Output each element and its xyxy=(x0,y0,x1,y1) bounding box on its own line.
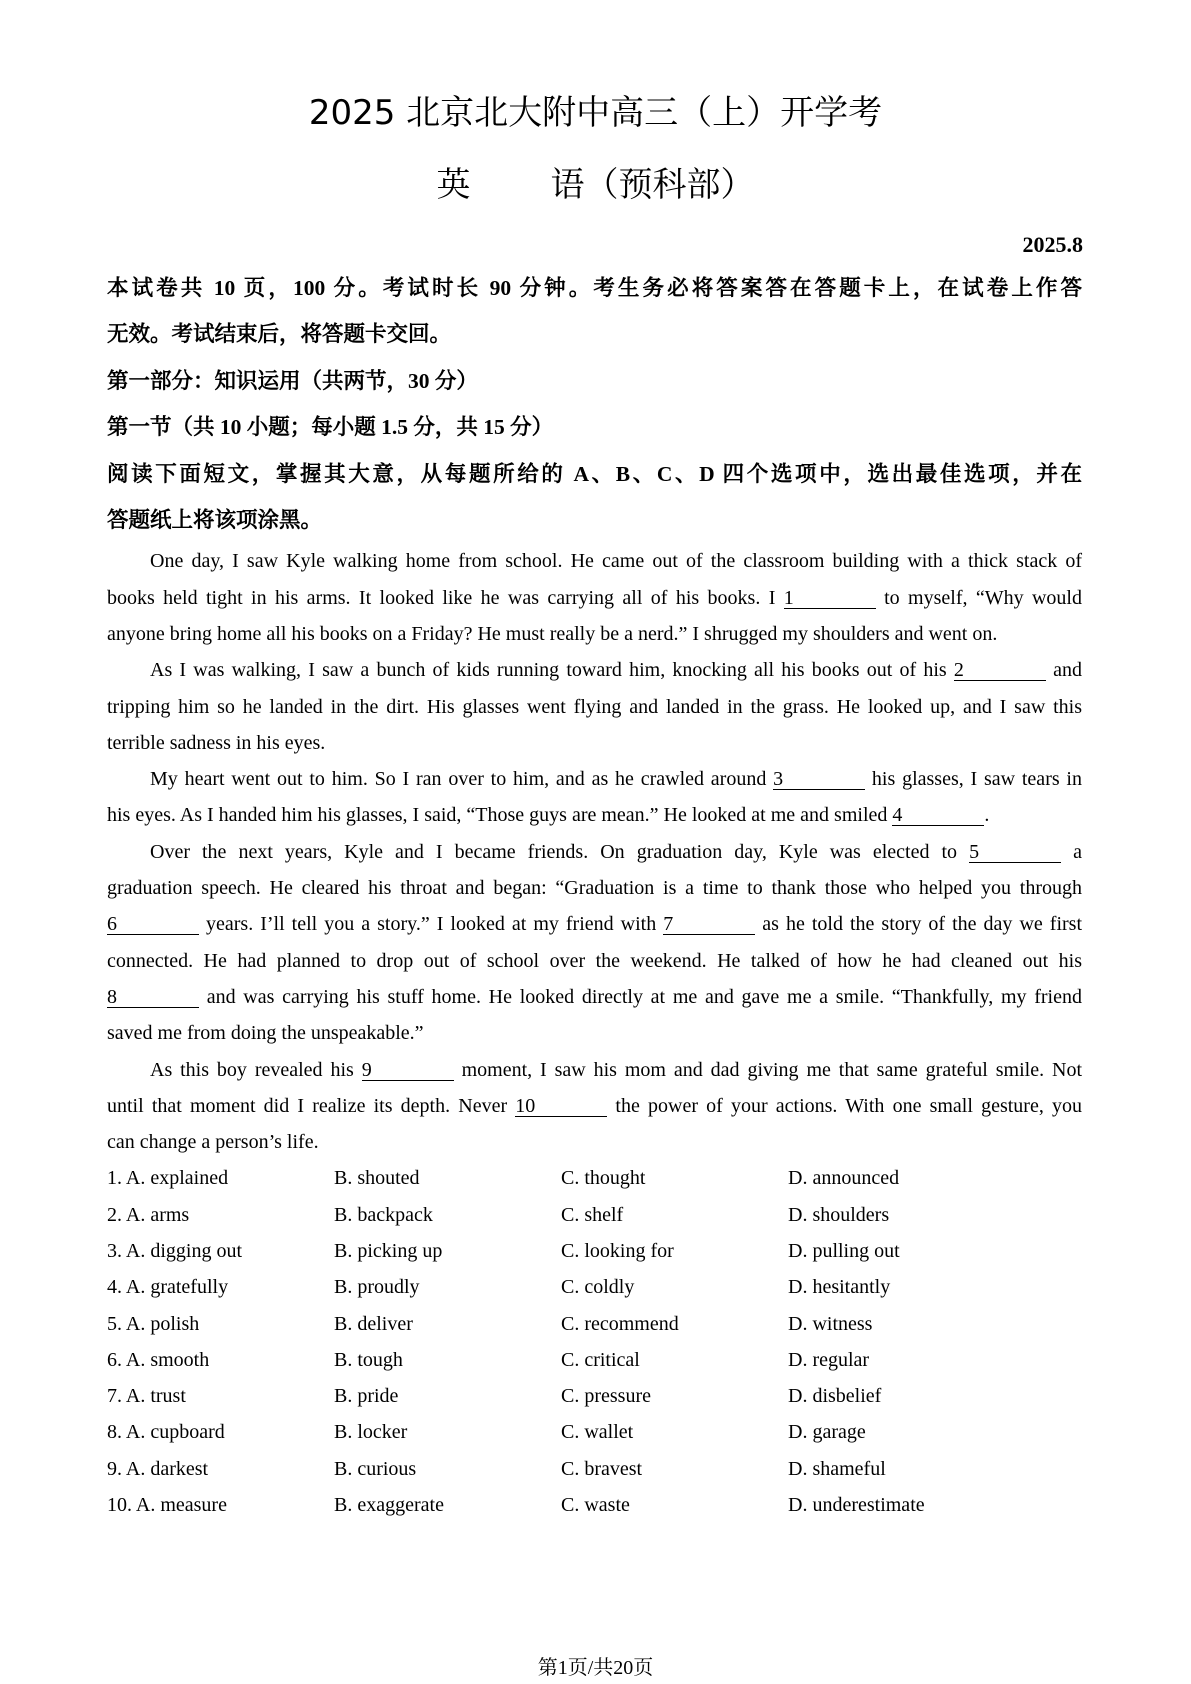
instruction-line: 无效。考试结束后，将答题卡交回。 xyxy=(107,322,452,347)
option: 5. A. polish xyxy=(107,1312,200,1335)
option: 2. A. arms xyxy=(107,1203,190,1226)
option: B. backpack xyxy=(334,1203,433,1226)
option: B. tough xyxy=(334,1348,403,1371)
option: 1. A. explained xyxy=(107,1167,229,1190)
question-options xyxy=(107,1197,1082,1233)
option: D. hesitantly xyxy=(788,1276,891,1299)
question-options xyxy=(107,1451,1082,1487)
directions-line: 阅读下面短文，掌握其大意，从每题所给的 A、B、C、D 四个选项中，选出最佳选项，并在 xyxy=(107,461,1082,486)
question-options xyxy=(107,1342,1082,1378)
subject-b: 语（预科部） xyxy=(550,165,755,205)
passage-line: graduation speech. He cleared his throat and began: “Graduation is a time to thank those who helped you through xyxy=(107,877,1082,900)
option: C. waste xyxy=(561,1494,630,1517)
option: C. recommend xyxy=(561,1312,679,1335)
passage-line: until that moment did I realize its depth. Never 10 the power of your actions. With one small gesture, you xyxy=(107,1094,1082,1117)
option: B. locker xyxy=(334,1421,408,1444)
passage-line: 8 and was carrying his stuff home. He looked directly at me and gave me a smile. “Thankfully, my friend xyxy=(107,985,1082,1008)
passage-line: As this boy revealed his 9 moment, I saw his mom and dad giving me that same grateful smile. Not xyxy=(150,1058,1082,1081)
blank-8: 8 xyxy=(107,987,199,1008)
exam-content xyxy=(107,265,1082,1523)
option: B. pride xyxy=(334,1385,399,1408)
question-options xyxy=(107,1414,1082,1450)
blank-5: 5 xyxy=(969,842,1061,863)
page-number: 第1页/共20页 xyxy=(537,1657,654,1679)
option: 10. A. measure xyxy=(107,1494,227,1517)
blank-1: 1 xyxy=(784,588,876,609)
passage-line: 6 years. I’ll tell you a story.” I looked at my friend with 7 as he told the story of the day we first xyxy=(107,913,1083,936)
option: 3. A. digging out xyxy=(107,1239,243,1262)
question-options xyxy=(107,1160,1082,1196)
option: D. regular xyxy=(788,1348,870,1371)
options-list xyxy=(107,1160,1082,1523)
option: D. witness xyxy=(788,1312,873,1335)
subject-a: 英 xyxy=(436,165,471,205)
passage-line: anyone bring home all his books on a Friday? He must really be a nerd.” I shrugged my shoulders and went on. xyxy=(107,622,998,645)
passage-line: My heart went out to him. So I ran over to him, and as he crawled around 3 his glasses, I saw tears in xyxy=(150,768,1082,791)
question-options xyxy=(107,1306,1082,1342)
question-options xyxy=(107,1269,1082,1305)
passage-line: connected. He had planned to drop out of school over the weekend. He talked of how he had cleaned out his xyxy=(107,949,1082,972)
option: B. curious xyxy=(334,1457,417,1480)
exam-title: 2025 北京北大附中高三（上）开学考 xyxy=(308,93,883,133)
instruction-line: 本试卷共 10 页，100 分。考试时长 90 分钟。考生务必将答案答在答题卡上，在试卷上作答 xyxy=(107,276,1082,300)
blank-3: 3 xyxy=(773,769,865,790)
option: C. critical xyxy=(561,1348,640,1371)
option: C. coldly xyxy=(561,1276,635,1299)
question-options xyxy=(107,1487,1082,1523)
option: D. shameful xyxy=(788,1457,886,1480)
option: 6. A. smooth xyxy=(107,1348,210,1371)
option: D. underestimate xyxy=(788,1494,925,1517)
passage-line: terrible sadness in his eyes. xyxy=(107,731,326,754)
option: 4. A. gratefully xyxy=(107,1276,229,1299)
option: D. shoulders xyxy=(788,1203,890,1226)
option: C. wallet xyxy=(561,1421,634,1444)
passage-line: his eyes. As I handed him his glasses, I said, “Those guys are mean.” He looked at me and smiled 4 . xyxy=(107,804,990,827)
option: B. shouted xyxy=(334,1167,420,1190)
blank-10: 10 xyxy=(515,1096,607,1117)
directions-line: 答题纸上将该项涂黑。 xyxy=(107,507,323,532)
blank-2: 2 xyxy=(954,660,1046,681)
passage-line: Over the next years, Kyle and I became friends. On graduation day, Kyle was elected to 5 a xyxy=(150,840,1082,863)
blank-9: 9 xyxy=(362,1060,454,1081)
blank-4: 4 xyxy=(892,805,984,826)
part-heading: 第一部分：知识运用（共两节，30 分） xyxy=(107,368,478,393)
option: C. bravest xyxy=(561,1457,643,1480)
option: 7. A. trust xyxy=(107,1385,186,1408)
passage-line: books held tight in his arms. It looked like he was carrying all of his books. I 1 to myself, “Why would xyxy=(107,586,1082,609)
option: C. thought xyxy=(561,1167,646,1190)
section-heading: 第一节（共 10 小题；每小题 1.5 分，共 15 分） xyxy=(107,415,554,440)
passage xyxy=(107,543,1082,1160)
blank-6: 6 xyxy=(107,914,199,935)
option: C. pressure xyxy=(561,1385,651,1408)
blank-7: 7 xyxy=(663,914,755,935)
option: B. exaggerate xyxy=(334,1494,444,1517)
option: C. looking for xyxy=(561,1239,674,1262)
option: D. garage xyxy=(788,1421,866,1444)
question-options xyxy=(107,1233,1082,1269)
option: D. pulling out xyxy=(788,1239,900,1262)
option: D. announced xyxy=(788,1167,900,1190)
passage-line: tripping him so he landed in the dirt. His glasses went flying and landed in the grass. He looked up, and I saw this xyxy=(107,695,1082,718)
option: B. proudly xyxy=(334,1276,420,1299)
exam-date: 2025.8 xyxy=(1022,232,1083,257)
subject-title xyxy=(0,165,1191,205)
passage-line: can change a person’s life. xyxy=(107,1131,319,1154)
option: D. disbelief xyxy=(788,1385,882,1408)
question-options xyxy=(107,1378,1082,1414)
option: B. deliver xyxy=(334,1312,413,1335)
passage-line: As I was walking, I saw a bunch of kids running toward him, knocking all his books out of his 2 and xyxy=(150,659,1082,682)
option: C. shelf xyxy=(561,1203,624,1226)
option: B. picking up xyxy=(334,1239,443,1262)
option: 9. A. darkest xyxy=(107,1457,209,1480)
option: 8. A. cupboard xyxy=(107,1421,225,1444)
passage-line: saved me from doing the unspeakable.” xyxy=(107,1022,424,1045)
passage-line: One day, I saw Kyle walking home from school. He came out of the classroom building with a thick stack of xyxy=(150,550,1082,573)
